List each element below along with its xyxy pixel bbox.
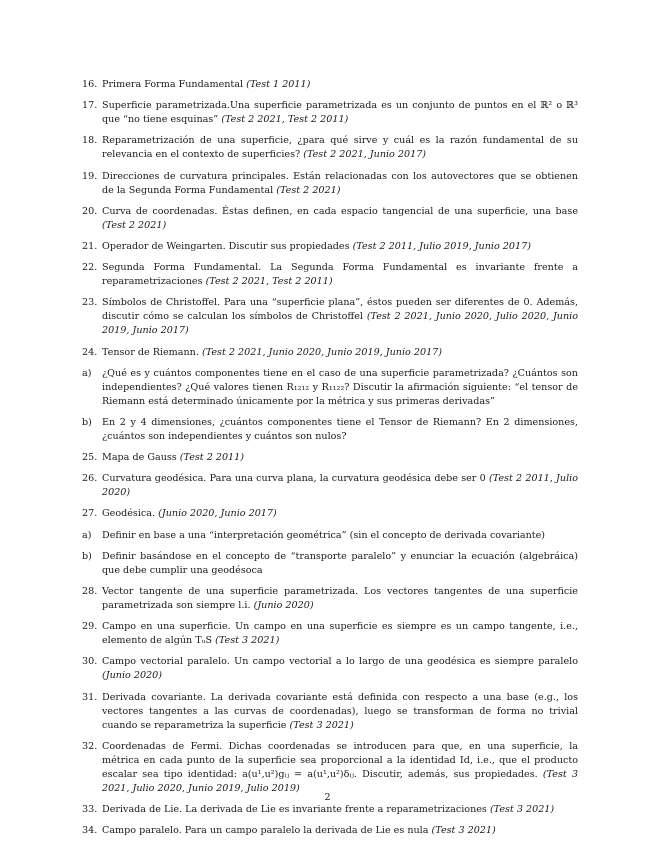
item-citation: (Test 1 2011) xyxy=(246,79,311,90)
list-item xyxy=(82,655,578,683)
item-text xyxy=(102,550,578,578)
item-citation: (Junio 2020, Junio 2017) xyxy=(158,508,277,520)
item-body: Campo vectorial paralelo. Un campo vectorial a lo largo de una geodésica es siempre paralelo xyxy=(102,656,578,668)
item-body: Curva de coordenadas. Éstas definen, en cada espacio tangencial de una superficie, una base xyxy=(102,205,578,217)
item-body: Definir en base a una “interpretación geométrica” (sin el concepto de derivada covariante) xyxy=(102,529,546,541)
list-item xyxy=(82,691,578,733)
item-text xyxy=(102,451,578,465)
item-number: 31. xyxy=(82,691,98,703)
item-number: 34. xyxy=(82,825,98,837)
item-text xyxy=(102,99,578,127)
item-number: 33. xyxy=(82,803,98,815)
item-text xyxy=(102,205,578,233)
item-text xyxy=(102,170,578,198)
item-text xyxy=(102,620,578,648)
item-text xyxy=(102,296,578,338)
list-item xyxy=(82,550,578,578)
item-citation: (Test 2 2021, Test 2 2011) xyxy=(221,114,349,126)
list-item xyxy=(82,99,578,127)
item-body: Superficie parametrizada.Una superficie parametrizada es un conjunto de puntos en el ℝ² o ℝ³ que “no tiene esquinas” xyxy=(102,100,578,126)
list-item xyxy=(82,824,578,838)
item-text xyxy=(102,529,578,543)
item-citation: (Test 2 2011, Julio 2020) xyxy=(102,473,578,499)
item-text xyxy=(102,416,578,444)
item-number: 16. xyxy=(82,79,98,90)
list-item xyxy=(82,585,578,613)
item-body: Tensor de Riemann. xyxy=(102,346,199,358)
item-text xyxy=(102,507,578,521)
item-citation: (Test 2 2011) xyxy=(179,452,245,464)
item-number: 30. xyxy=(82,656,98,668)
list-item xyxy=(82,134,578,162)
item-number: b) xyxy=(82,550,92,562)
item-number: a) xyxy=(82,529,92,541)
item-citation: (Test 2 2021, Junio 2020, Julio 2020, Junio 2019, Junio 2017) xyxy=(102,311,579,337)
item-number: 22. xyxy=(82,262,98,274)
list-item xyxy=(82,240,578,254)
list-item xyxy=(82,803,578,817)
item-text xyxy=(102,740,578,796)
item-body: Coordenadas de Fermi. Dichas coordenadas se introducen para que, en una superficie, la métrica en cada punto de la superficie sea proporcional a la identidad Id, i.e., que el producto escalar sea tipo identidad: a(u¹,u²)gᵢⱼ = a(u¹,u²)δᵢⱼ. Discutir, además, sus propiedades. xyxy=(102,740,578,780)
item-text xyxy=(102,240,578,254)
item-text xyxy=(102,134,578,162)
list-item xyxy=(82,472,578,500)
item-body: Símbolos de Christoffel. Para una “superficie plana”, éstos pueden ser diferentes de 0. Además, discutir cómo se calculan los símbolos de Christoffel xyxy=(102,297,578,323)
page-number: 2 xyxy=(324,792,331,803)
item-number: 17. xyxy=(82,100,98,112)
item-citation: (Test 3 2021, Julio 2020, Junio 2019, Julio 2019) xyxy=(102,768,578,794)
item-number: 28. xyxy=(82,586,98,597)
item-body: Derivada de Lie. La derivada de Lie es invariante frente a reparametrizaciones xyxy=(102,803,487,815)
list-item xyxy=(82,620,578,648)
item-body: ¿Qué es y cuántos componentes tiene en el caso de una superficie parametrizada? ¿Cuántos son independientes? ¿Qué valores tienen R₁₂₁₂ y R₁₁₂₂? Discutir la afirmación siguiente: “el tensor de Riemann está determinado únicamente por la métrica y sus primeras derivadas” xyxy=(102,367,578,407)
item-citation: (Test 2 2021) xyxy=(102,219,167,231)
list-item xyxy=(82,296,578,338)
item-text xyxy=(102,585,578,613)
list-item xyxy=(82,507,578,521)
item-number: 29. xyxy=(82,621,98,633)
item-citation: (Test 2 2021, Test 2 2011) xyxy=(205,276,333,288)
item-text xyxy=(102,261,578,289)
item-body: Primera Forma Fundamental xyxy=(102,79,244,90)
item-body: Vector tangente de una superficie parametrizada. Los vectores tangentes de una superficie parametrizada son siempre l.i. xyxy=(102,586,578,611)
item-body: Geodésica. xyxy=(102,508,156,520)
item-text xyxy=(102,367,578,409)
item-body: Operador de Weingarten. Discutir sus propiedades xyxy=(102,240,350,252)
item-citation: (Junio 2020) xyxy=(102,670,162,682)
item-text xyxy=(102,824,578,838)
item-body: Campo en una superficie. Un campo en una superficie es siempre es un campo tangente, i.e., elemento de algún TᵤS xyxy=(102,621,578,647)
item-number: 19. xyxy=(82,170,98,182)
item-text xyxy=(102,346,578,360)
item-number: a) xyxy=(82,367,92,379)
item-body: Campo paralelo. Para un campo paralelo la derivada de Lie es nula xyxy=(102,825,429,837)
item-text xyxy=(102,78,578,92)
item-body: Direcciones de curvatura principales. Están relacionadas con los autovectores que se obtienen de la Segunda Forma Fundamental xyxy=(102,170,578,196)
list-item xyxy=(82,261,578,289)
item-text xyxy=(102,655,578,683)
item-number: 20. xyxy=(82,205,98,217)
item-citation: (Test 3 2021) xyxy=(289,719,354,731)
item-body: Segunda Forma Fundamental. La Segunda Forma Fundamental es invariante frente a reparametrizaciones xyxy=(102,262,578,288)
item-body: Reparametrización de una superficie, ¿para qué sirve y cuál es la razón fundamental de su relevancia en el contexto de superficies? xyxy=(102,135,578,161)
list-item xyxy=(82,451,578,465)
question-list xyxy=(82,78,578,845)
item-body: En 2 y 4 dimensiones, ¿cuántos componentes tiene el Tensor de Riemann? En 2 dimensiones, ¿cuántos son independientes y cuántos son nulos? xyxy=(102,416,578,442)
item-citation: (Test 2 2021, Junio 2020, Junio 2019, Junio 2017) xyxy=(201,346,443,358)
item-text xyxy=(102,472,578,500)
list-item xyxy=(82,416,578,444)
item-body: Definir basándose en el concepto de “transporte paralelo” y enunciar la ecuación (algebráica) que debe cumplir una geodésoca xyxy=(102,550,578,576)
list-item xyxy=(82,740,578,796)
item-citation: (Test 3 2021) xyxy=(215,635,280,647)
item-number: 32. xyxy=(82,740,98,752)
list-item xyxy=(82,367,578,409)
list-item xyxy=(82,205,578,233)
item-number: 18. xyxy=(82,135,98,147)
item-number: b) xyxy=(82,416,92,428)
item-body: Curvatura geodésica. Para una curva plana, la curvatura geodésica debe ser 0 xyxy=(102,473,486,485)
list-item xyxy=(82,78,578,92)
item-citation: (Test 2 2021) xyxy=(276,184,341,196)
item-body: Derivada covariante. La derivada covariante está definida con respecto a una base (e.g., los vectores tangentes a las curvas de coordenadas), luego se transforman de forma no trivial cuando se reparametriza la superficie xyxy=(102,691,578,731)
item-number: 27. xyxy=(82,508,98,520)
list-item xyxy=(82,170,578,198)
item-number: 24. xyxy=(82,346,98,358)
item-citation: (Junio 2020) xyxy=(253,600,314,611)
item-citation: (Test 2 2011, Julio 2019, Junio 2017) xyxy=(352,240,531,252)
list-item xyxy=(82,529,578,543)
item-number: 21. xyxy=(82,240,98,252)
item-number: 23. xyxy=(82,297,98,309)
item-citation: (Test 3 2021) xyxy=(431,825,496,837)
item-text xyxy=(102,803,578,817)
item-citation: (Test 3 2021) xyxy=(489,803,555,815)
list-item xyxy=(82,346,578,360)
item-body: Mapa de Gauss xyxy=(102,452,177,464)
item-citation: (Test 2 2021, Junio 2017) xyxy=(303,149,427,161)
item-number: 25. xyxy=(82,452,98,464)
item-text xyxy=(102,691,578,733)
item-number: 26. xyxy=(82,473,98,485)
